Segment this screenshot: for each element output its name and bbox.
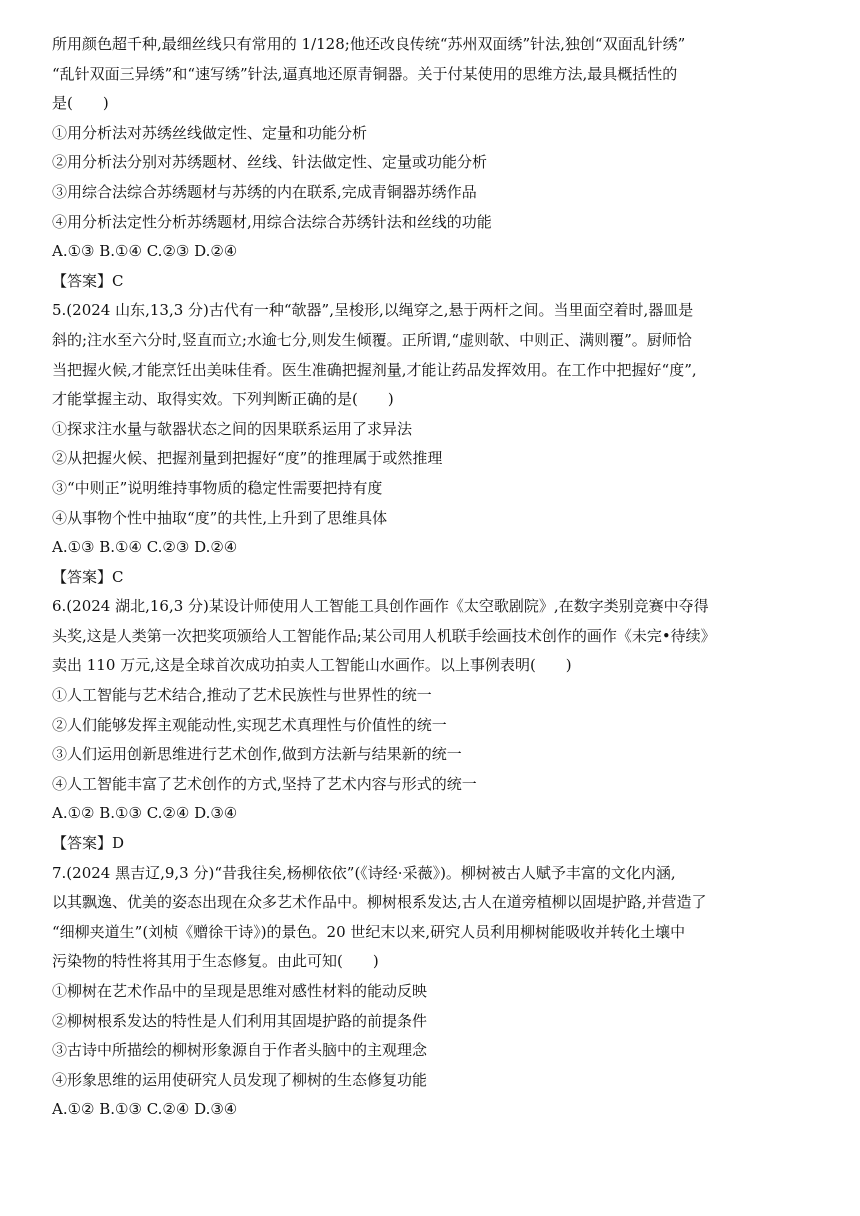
option-1: ①用分析法对苏绣丝线做定性、定量和功能分析	[52, 123, 368, 142]
answer-choices: A.①③ B.①④ C.②③ D.②④	[52, 538, 238, 557]
answer-key: 【答案】C	[52, 271, 124, 290]
option-3: ③古诗中所描绘的柳树形象源自于作者头脑中的主观理念	[52, 1041, 428, 1060]
stem-line: 斜的;注水至六分时,竖直而立;水逾七分,则发生倾覆。正所谓,“虚则欹、中则正、满则覆”。厨师恰	[52, 330, 692, 349]
option-2: ②柳树根系发达的特性是人们利用其固堤护路的前提条件	[52, 1011, 428, 1030]
option-1: ①人工智能与艺术结合,推动了艺术民族性与世界性的统一	[52, 686, 432, 705]
stem-line: 是( )	[52, 94, 109, 113]
stem-line: 头奖,这是人类第一次把奖项颁给人工智能作品;某公司用人机联手绘画技术创作的画作《未完•待续》	[52, 626, 716, 645]
answer-choices: A.①③ B.①④ C.②③ D.②④	[52, 242, 238, 261]
option-1: ①探求注水量与欹器状态之间的因果联系运用了求异法	[52, 419, 413, 438]
option-4: ④从事物个性中抽取“度”的共性,上升到了思维具体	[52, 508, 388, 527]
stem-line: 当把握火候,才能烹饪出美味佳肴。医生准确把握剂量,才能让药品发挥效用。在工作中把握好“度”,	[52, 360, 697, 379]
answer-choices: A.①② B.①③ C.②④ D.③④	[52, 1100, 238, 1119]
option-4: ④形象思维的运用使研究人员发现了柳树的生态修复功能	[52, 1070, 428, 1089]
option-2: ②用分析法分别对苏绣题材、丝线、针法做定性、定量或功能分析	[52, 153, 488, 172]
option-3: ③“中则正”说明维持事物质的稳定性需要把持有度	[52, 478, 383, 497]
option-3: ③用综合法综合苏绣题材与苏绣的内在联系,完成青铜器苏绣作品	[52, 182, 477, 201]
option-1: ①柳树在艺术作品中的呈现是思维对感性材料的能动反映	[52, 982, 428, 1000]
stem-line: 以其飘逸、优美的姿态出现在众多艺术作品中。柳树根系发达,古人在道旁植柳以固堤护路,并营造了	[52, 893, 707, 912]
answer-key: 【答案】D	[52, 834, 125, 853]
stem-line: 5.(2024 山东,13,3 分)古代有一种“欹器”,呈梭形,以绳穿之,悬于两杆之间。当里面空着时,器皿是	[52, 301, 694, 320]
stem-line: 所用颜色超千种,最细丝线只有常用的 1/128;他还改良传统“苏州双面绣”针法,独创“双面乱针绣”	[52, 35, 686, 53]
option-2: ②人们能够发挥主观能动性,实现艺术真理性与价值性的统一	[52, 715, 447, 734]
option-4: ④人工智能丰富了艺术创作的方式,坚持了艺术内容与形式的统一	[52, 774, 477, 793]
option-4: ④用分析法定性分析苏绣题材,用综合法综合苏绣针法和丝线的功能	[52, 212, 492, 231]
stem-line: 7.(2024 黑吉辽,9,3 分)“昔我往矣,杨柳依依”(《诗经·采薇》)。柳树被古人赋予丰富的文化内涵,	[52, 863, 676, 882]
stem-line: 污染物的特性将其用于生态修复。由此可知( )	[52, 952, 379, 971]
answer-key: 【答案】C	[52, 567, 124, 586]
stem-line: “乱针双面三异绣”和“速写绣”针法,逼真地还原青铜器。关于付某使用的思维方法,最具概括性的	[52, 64, 678, 83]
stem-line: 卖出 110 万元,这是全球首次成功拍卖人工智能山水画作。以上事例表明( )	[52, 656, 572, 675]
question-6	[52, 592, 814, 858]
option-2: ②从把握火候、把握剂量到把握好“度”的推理属于或然推理	[52, 449, 443, 468]
question-5	[52, 296, 814, 592]
question-4-continued	[52, 30, 814, 296]
stem-line: 才能掌握主动、取得实效。下列判断正确的是( )	[52, 390, 394, 409]
stem-line: 6.(2024 湖北,16,3 分)某设计师使用人工智能工具创作画作《太空歌剧院》,在数字类别竞赛中夺得	[52, 597, 709, 616]
option-3: ③人们运用创新思维进行艺术创作,做到方法新与结果新的统一	[52, 745, 462, 764]
question-7	[52, 859, 814, 1125]
stem-line: “细柳夹道生”(刘桢《赠徐干诗》)的景色。20 世纪末以来,研究人员利用柳树能吸收并转化土壤中	[52, 922, 686, 941]
answer-choices: A.①② B.①③ C.②④ D.③④	[52, 804, 238, 823]
